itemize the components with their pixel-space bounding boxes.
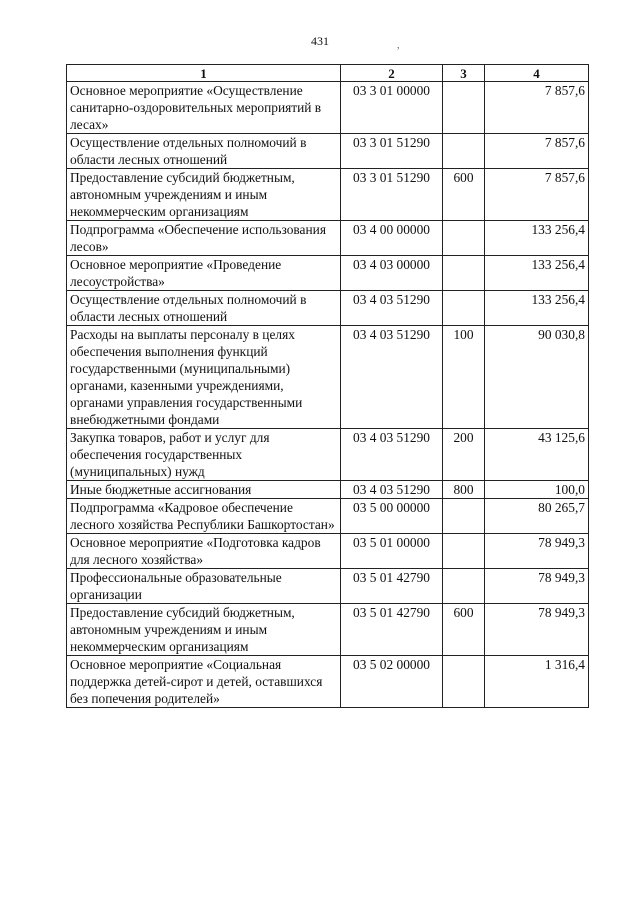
row-type-cell <box>443 256 485 291</box>
table-row <box>67 569 589 604</box>
row-name-cell: Основное мероприятие «Подготовка кадров для лесного хозяйства» <box>67 534 341 569</box>
row-code-cell: 03 5 02 00000 <box>341 656 443 708</box>
row-type-cell <box>443 569 485 604</box>
row-type-cell: 800 <box>443 481 485 499</box>
row-name-cell: Подпрограмма «Кадровое обеспечение лесного хозяйства Республики Башкортостан» <box>67 499 341 534</box>
row-type-cell: 200 <box>443 429 485 481</box>
row-name-cell: Основное мероприятие «Проведение лесоустройства» <box>67 256 341 291</box>
row-code-cell: 03 3 01 51290 <box>341 169 443 221</box>
row-name-cell: Осуществление отдельных полномочий в области лесных отношений <box>67 291 341 326</box>
column-header: 3 <box>443 65 485 82</box>
row-type-cell <box>443 221 485 256</box>
table-row <box>67 326 589 429</box>
page-number: 431 <box>311 34 329 48</box>
row-amount-cell: 133 256,4 <box>485 256 589 291</box>
row-type-cell: 600 <box>443 604 485 656</box>
row-type-cell <box>443 82 485 134</box>
row-code-cell: 03 4 03 51290 <box>341 326 443 429</box>
row-type-cell: 100 <box>443 326 485 429</box>
row-name-cell: Профессиональные образовательные организации <box>67 569 341 604</box>
row-type-cell <box>443 291 485 326</box>
row-name-cell: Основное мероприятие «Осуществление санитарно-оздоровительных мероприятий в лесах» <box>67 82 341 134</box>
row-name-cell: Осуществление отдельных полномочий в области лесных отношений <box>67 134 341 169</box>
row-type-cell <box>443 134 485 169</box>
row-type-cell <box>443 499 485 534</box>
row-amount-cell: 90 030,8 <box>485 326 589 429</box>
row-amount-cell: 133 256,4 <box>485 291 589 326</box>
table-row <box>67 82 589 134</box>
row-code-cell: 03 5 00 00000 <box>341 499 443 534</box>
row-amount-cell: 78 949,3 <box>485 534 589 569</box>
table-row <box>67 481 589 499</box>
row-amount-cell: 133 256,4 <box>485 221 589 256</box>
row-amount-cell: 7 857,6 <box>485 169 589 221</box>
row-amount-cell: 100,0 <box>485 481 589 499</box>
table-row <box>67 429 589 481</box>
table-row <box>67 134 589 169</box>
row-code-cell: 03 5 01 42790 <box>341 569 443 604</box>
table-row <box>67 169 589 221</box>
row-type-cell: 600 <box>443 169 485 221</box>
row-type-cell <box>443 656 485 708</box>
table-body <box>67 82 589 708</box>
row-name-cell: Расходы на выплаты персоналу в целях обеспечения выполнения функций государственными (муниципальными) органами, казенными учреждениями, органами управления государственными внебюджетными фондами <box>67 326 341 429</box>
row-name-cell: Закупка товаров, работ и услуг для обеспечения государственных (муниципальных) нужд <box>67 429 341 481</box>
row-name-cell: Предоставление субсидий бюджетным, автономным учреждениям и иным некоммерческим организациям <box>67 169 341 221</box>
row-code-cell: 03 4 03 51290 <box>341 291 443 326</box>
column-header: 4 <box>485 65 589 82</box>
row-amount-cell: 78 949,3 <box>485 604 589 656</box>
column-header: 2 <box>341 65 443 82</box>
row-name-cell: Иные бюджетные ассигнования <box>67 481 341 499</box>
table-row <box>67 499 589 534</box>
row-code-cell: 03 4 03 51290 <box>341 429 443 481</box>
row-name-cell: Подпрограмма «Обеспечение использования лесов» <box>67 221 341 256</box>
table-row <box>67 256 589 291</box>
row-code-cell: 03 4 00 00000 <box>341 221 443 256</box>
row-amount-cell: 78 949,3 <box>485 569 589 604</box>
row-amount-cell: 1 316,4 <box>485 656 589 708</box>
row-amount-cell: 80 265,7 <box>485 499 589 534</box>
row-name-cell: Предоставление субсидий бюджетным, автономным учреждениям и иным некоммерческим организациям <box>67 604 341 656</box>
row-code-cell: 03 5 01 00000 <box>341 534 443 569</box>
row-name-cell: Основное мероприятие «Социальная поддержка детей-сирот и детей, оставшихся без попечения родителей» <box>67 656 341 708</box>
row-code-cell: 03 4 03 51290 <box>341 481 443 499</box>
table-row <box>67 534 589 569</box>
row-code-cell: 03 5 01 42790 <box>341 604 443 656</box>
row-amount-cell: 43 125,6 <box>485 429 589 481</box>
table-row <box>67 221 589 256</box>
row-code-cell: 03 3 01 00000 <box>341 82 443 134</box>
row-code-cell: 03 3 01 51290 <box>341 134 443 169</box>
row-code-cell: 03 4 03 00000 <box>341 256 443 291</box>
table-row <box>67 604 589 656</box>
row-amount-cell: 7 857,6 <box>485 134 589 169</box>
header-row <box>67 65 589 82</box>
column-header: 1 <box>67 65 341 82</box>
row-amount-cell: 7 857,6 <box>485 82 589 134</box>
row-type-cell <box>443 534 485 569</box>
budget-table <box>66 64 589 708</box>
table-row <box>67 656 589 708</box>
table-row <box>67 291 589 326</box>
scan-mark: , <box>397 40 400 51</box>
